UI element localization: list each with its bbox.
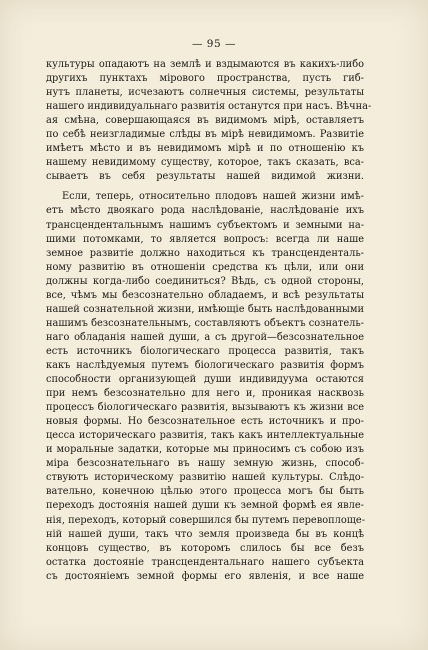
text-line: наго обладанія нашей души, а съ другой—безсознательное [46, 331, 364, 343]
text-line: какъ наслѣдуемыя путемъ біологическаго развитія формъ [46, 359, 364, 371]
text-line: концовъ существо, въ которомъ слилось бы все безъ [46, 542, 364, 554]
text-line: нашего индивидуальнаго развитія останутся при насъ. Вѣчна- [46, 101, 372, 113]
text-line: сываетъ въ себя результаты нашей видимой жизни. [46, 171, 364, 183]
text-line: все, чѣмъ мы безсознательно обладаемъ, и всѣ результаты [46, 289, 364, 301]
text-line: нутъ планеты, исчезаютъ солнечныя системы, результаты [46, 87, 364, 99]
text-line: процессъ біологическаго развитія, вызываютъ къ жизни все [46, 402, 364, 414]
text-line: етъ мѣсто двоякаго рода наслѣдованіе, наслѣдованіе ихъ [46, 205, 364, 217]
text-line: новыя формы. Но безсознательное есть источникъ и про- [46, 416, 364, 428]
text-line: цесса историческаго развитія, такъ какъ интеллектуальные [46, 430, 364, 442]
text-line: шими потомками, то является вопросъ: всегда ли наше [46, 233, 364, 245]
text-line: должны когда-либо соединиться? Вѣдь, съ одной стороны, [46, 275, 364, 287]
text-line: переходъ достоянія нашей души къ земной формѣ ея явле- [46, 500, 364, 512]
text-line: нашему невидимому существу, которое, такъ сказать, вса- [46, 157, 364, 169]
paragraph-1 [46, 58, 372, 184]
text-line: съ достояніемъ земной формы его явленія, и все наше [46, 570, 364, 582]
text-line: при немъ безсознательно для него и, проникая насквозь [46, 388, 364, 400]
text-line: нашимъ безсознательнымъ, составляютъ объектъ сознатель- [46, 317, 364, 329]
text-line: ая смѣна, совершающаяся въ видимомъ мірѣ, оставляетъ [46, 115, 364, 127]
text-line: Если, теперь, относительно плодовъ нашей жизни имѣ- [62, 191, 364, 203]
text-line: ній нашей души, такъ что земля произведа бы въ концѣ [46, 528, 364, 540]
page-body [46, 58, 372, 584]
page-number: — 95 — [191, 38, 237, 50]
text-line: нія, переходъ, который совершился бы путемъ перевоплоще- [46, 514, 366, 526]
text-line: вательно, конечною цѣлью этого процесса могъ бы быть [46, 486, 364, 498]
text-line: культуры опадаютъ на землѣ и вздымаются въ какихъ-либо [46, 59, 364, 70]
text-line: другихъ пунктахъ мірового пространства, пусть гиб- [46, 73, 364, 85]
text-line: міра безсознательнаго въ нашу земную жизнь, способ- [46, 458, 364, 470]
paragraph-2 [46, 190, 364, 583]
text-line: остатка достояніе трансцендентальнаго нашего субъекта [46, 556, 364, 568]
text-line: земное развитіе должно находиться къ трансценденталь- [46, 247, 364, 259]
text-line: способности организующей души индивидуума остаются [46, 374, 364, 386]
text-line: ствуютъ историческому развитію нашей культуры. Слѣдо- [46, 472, 364, 484]
text-line: есть источникъ біологическаго процесса развитія, такъ [46, 345, 364, 357]
text-line: по себѣ неизгладимые слѣды въ мірѣ невидимомъ. Развитіе [46, 129, 364, 141]
text-line: и моральные задатки, которые мы приносимъ съ собою изъ [46, 444, 364, 456]
text-line: трансцендентальнымъ нашимъ субъектомъ и земными на- [46, 219, 364, 231]
text-line: нашей сознательной жизни, имѣющіе быть наслѣдованными [46, 303, 364, 315]
text-line: имѣетъ мѣсто и въ невидимомъ мірѣ и по отношенію къ [46, 143, 364, 155]
text-line: ному развитію въ отношеніи средства къ цѣли, или они [46, 261, 364, 273]
